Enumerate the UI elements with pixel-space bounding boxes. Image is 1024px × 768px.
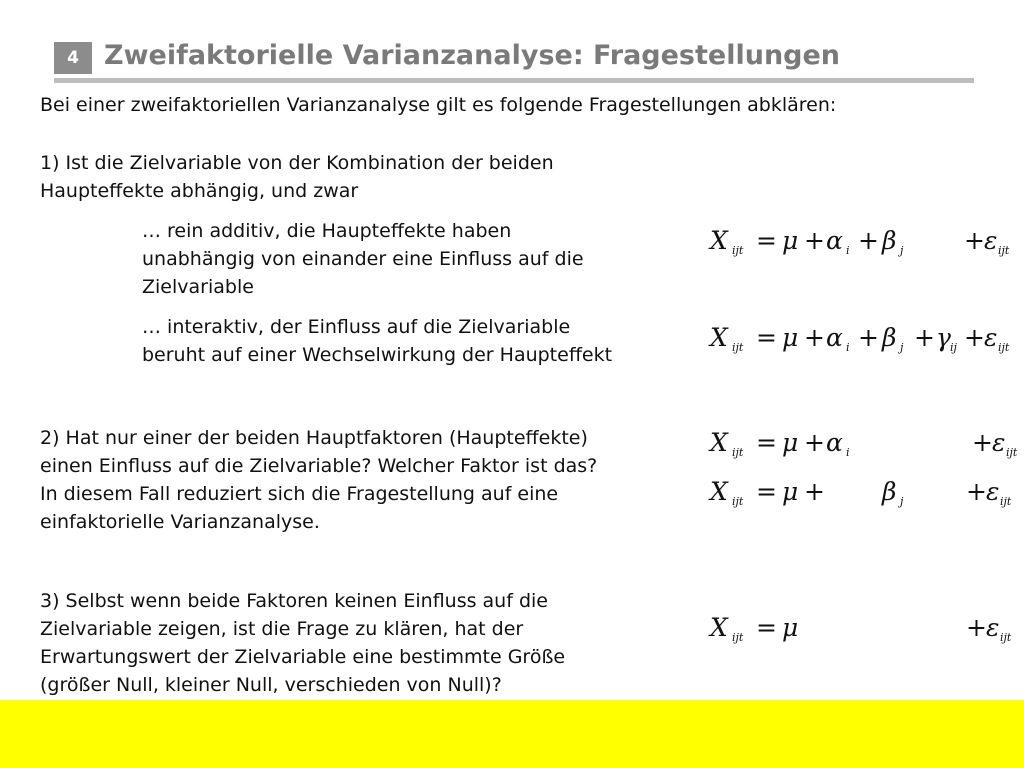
question-2-line: einen Einfluss auf die Zielvariable? Welcher Faktor ist das? [40, 455, 598, 477]
slide-title: Zweifaktorielle Varianzanalyse: Fragestellungen [104, 40, 841, 71]
formula-subscript: ijt [732, 446, 744, 459]
formula-interaction [710, 323, 1020, 357]
formula-operator: = [756, 613, 777, 642]
formula-symbol: X [710, 613, 728, 642]
formula-subscript: ijt [732, 495, 744, 508]
formula-subscript: ijt [1006, 446, 1018, 459]
formula-subscript: ijt [998, 244, 1010, 257]
formula-subscript: j [900, 495, 904, 508]
formula-operator: + [964, 226, 985, 255]
formula-operator: = [756, 226, 777, 255]
formula-symbol: α [826, 226, 843, 255]
formula-symbol: ε [992, 428, 1006, 457]
formula-symbol: μ [782, 323, 799, 352]
formula-symbol: β [882, 477, 897, 506]
formula-subscript: i [846, 341, 850, 354]
formula-operator: + [858, 323, 879, 352]
formula-mean-only [710, 613, 1020, 647]
formula-operator: + [804, 477, 825, 506]
additive-line: Zielvariable [142, 276, 254, 298]
formula-symbol: μ [782, 226, 799, 255]
question-3 [40, 587, 565, 699]
footer-bar [0, 700, 1024, 768]
question-1 [40, 149, 554, 205]
formula-symbol: X [710, 477, 728, 506]
formula-operator: + [964, 323, 985, 352]
formula-subscript: ijt [1000, 495, 1012, 508]
formula-symbol: α [826, 323, 843, 352]
question-2-line: einfaktorielle Varianzanalyse. [40, 511, 320, 533]
formula-symbol: ε [984, 323, 998, 352]
formula-symbol: X [710, 323, 728, 352]
formula-symbol: X [710, 226, 728, 255]
interactive-line: … interaktiv, der Einfluss auf die Zielvariable [142, 316, 571, 338]
formula-symbol: ε [986, 477, 1000, 506]
intro-text: Bei einer zweifaktoriellen Varianzanalyse gilt es folgende Fragestellungen abklären: [40, 94, 837, 116]
formula-operator: = [756, 323, 777, 352]
formula-operator: = [756, 477, 777, 506]
formula-symbol: β [882, 226, 897, 255]
formula-operator: + [966, 613, 987, 642]
formula-symbol: μ [782, 613, 799, 642]
formula-symbol: β [882, 323, 897, 352]
formula-symbol: μ [782, 428, 799, 457]
question-2 [40, 424, 597, 536]
interactive-case [142, 313, 612, 369]
interactive-line: beruht auf einer Wechselwirkung der Haupteffekt [142, 344, 613, 366]
formula-subscript: i [846, 446, 850, 459]
formula-additive [710, 226, 1020, 260]
formula-symbol: X [710, 428, 728, 457]
formula-symbol: ε [986, 613, 1000, 642]
formula-operator: + [858, 226, 879, 255]
slide-number-badge: 4 [54, 42, 92, 74]
formula-subscript: ijt [998, 341, 1010, 354]
formula-symbol: γ [936, 323, 951, 352]
formula-operator: + [804, 323, 825, 352]
formula-subscript: ijt [732, 341, 744, 354]
question-1-line: Haupteffekte abhängig, und zwar [40, 180, 359, 202]
formula-symbol: μ [782, 477, 799, 506]
question-2-line: 2) Hat nur einer der beiden Hauptfaktoren (Haupteffekte) [40, 427, 588, 449]
formula-operator: + [966, 477, 987, 506]
question-3-line: (größer Null, kleiner Null, verschieden von Null)? [40, 674, 502, 696]
formula-operator: + [804, 428, 825, 457]
formula-operator: + [914, 323, 935, 352]
formula-subscript: j [900, 341, 904, 354]
question-3-line: Erwartungswert der Zielvariable eine bestimmte Größe [40, 646, 566, 668]
question-2-line: In diesem Fall reduziert sich die Fragestellung auf eine [40, 483, 559, 505]
formula-operator: + [804, 226, 825, 255]
question-3-line: 3) Selbst wenn beide Faktoren keinen Einfluss auf die [40, 590, 548, 612]
formula-factor-a [710, 428, 1020, 462]
additive-line: … rein additiv, die Haupteffekte haben [142, 220, 512, 242]
formula-subscript: ijt [732, 631, 744, 644]
formula-subscript: ijt [732, 244, 744, 257]
additive-case [142, 217, 584, 301]
question-1-line: 1) Ist die Zielvariable von der Kombination der beiden [40, 152, 554, 174]
formula-subscript: j [900, 244, 904, 257]
formula-operator: + [972, 428, 993, 457]
additive-line: unabhängig von einander eine Einfluss auf die [142, 248, 584, 270]
formula-factor-b [710, 477, 1020, 511]
formula-subscript: ij [950, 341, 957, 354]
title-underline [54, 78, 974, 83]
formula-subscript: ijt [1000, 631, 1012, 644]
formula-symbol: ε [984, 226, 998, 255]
formula-symbol: α [826, 428, 843, 457]
formula-operator: = [756, 428, 777, 457]
question-3-line: Zielvariable zeigen, ist die Frage zu klären, hat der [40, 618, 524, 640]
formula-subscript: i [846, 244, 850, 257]
